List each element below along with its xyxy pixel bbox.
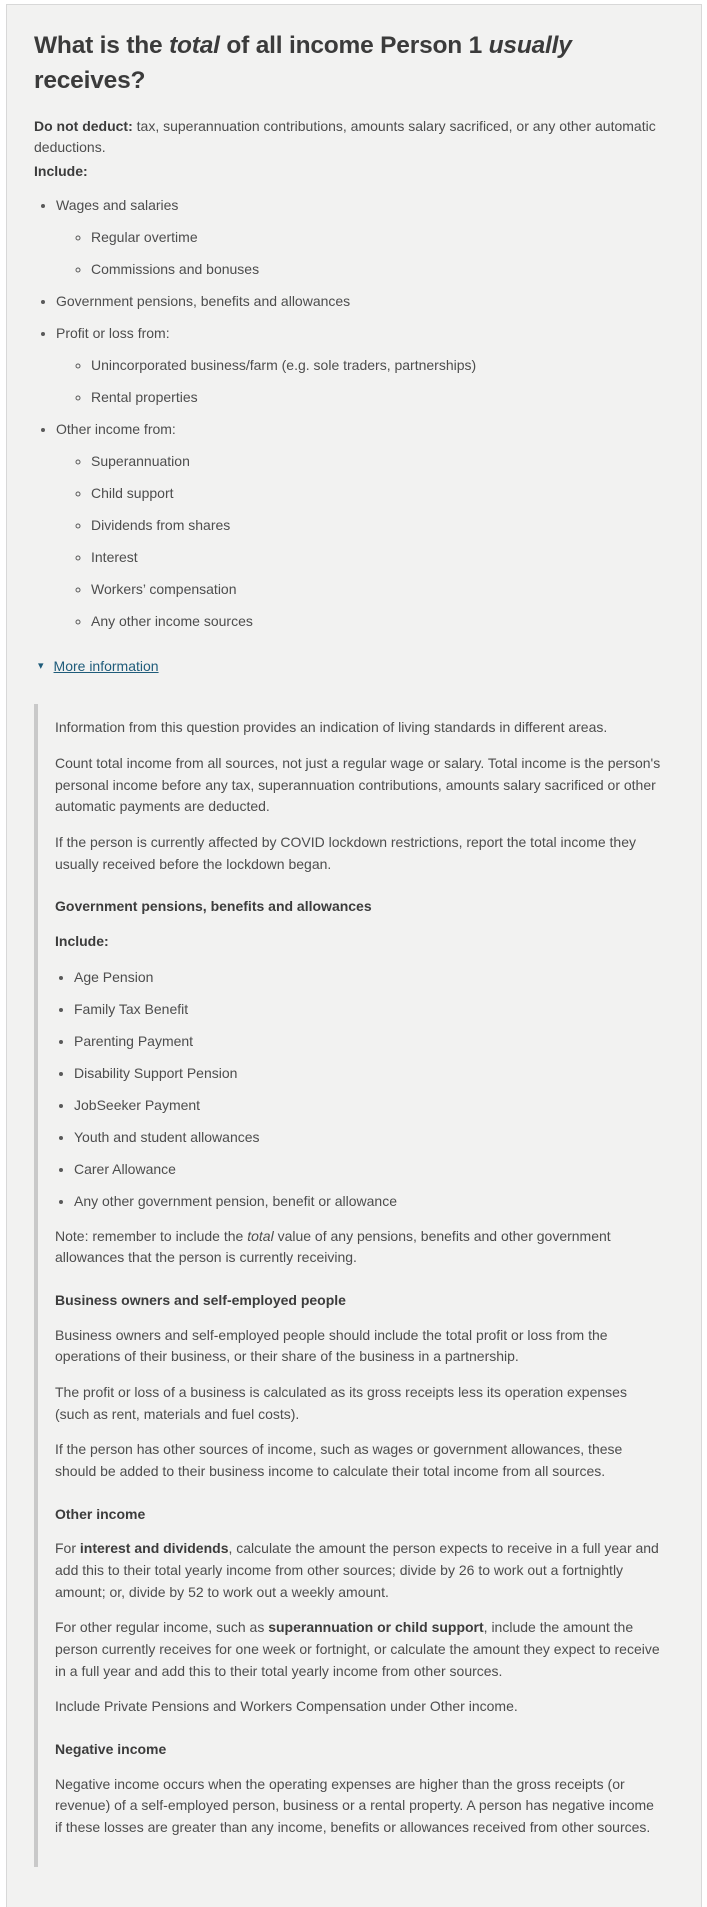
list-item — [56, 323, 673, 408]
include-list — [34, 195, 673, 632]
panel-paragraph: For interest and dividends, calculate the amount the person expects to receive in a full year and add this to their total yearly income from other sources; divide by 26 to work out a fortnightly amount; or, divide by 52 to work out a weekly amount. — [55, 1540, 659, 1600]
list-item-label: Wages and salaries — [56, 196, 179, 213]
panel-heading-other-income: Other income — [55, 1505, 146, 1522]
more-information-panel — [34, 704, 662, 1867]
list-item-label: Other income from: — [56, 420, 176, 437]
panel-note-paragraph: Note: remember to include the total value of any pensions, benefits and other government allowances that the person is currently receiving. — [55, 1227, 611, 1266]
panel-include-label: Include: — [55, 932, 109, 949]
sub-list-item: ◦ Commissions and bonuses — [91, 259, 673, 280]
list-item — [56, 419, 673, 632]
panel-paragraph: The profit or loss of a business is calculated as its gross receipts less its operation expenses (such as rent, materials and fuel costs). — [55, 1383, 627, 1422]
panel-heading-negative-income: Negative income — [55, 1741, 167, 1758]
sub-list — [56, 451, 673, 632]
do-not-deduct-label: Do not deduct: — [34, 117, 133, 134]
title-emphasis-usually: usually — [488, 32, 572, 59]
list-item — [56, 291, 673, 312]
list-item: • Age Pension — [74, 967, 662, 988]
panel-paragraph: If the person has other sources of income, such as wages or government allowances, these should be added to their business income to calculate their total income from all sources. — [55, 1441, 623, 1480]
note-emphasis-total: total — [247, 1227, 274, 1244]
list-item: • JobSeeker Payment — [74, 1095, 662, 1116]
panel-paragraph: Count total income from all sources, not just a regular wage or salary. Total income is the person's personal income before any tax, superannuation contributions, amounts salary sacrificed or other automatic payments are deducted. — [55, 754, 661, 815]
list-item-label: Government pensions, benefits and allowances — [56, 292, 351, 309]
bold-superannuation-or-child-support: superannuation or child support — [268, 1619, 484, 1636]
title-text: of all income Person 1 — [219, 32, 489, 59]
sub-list-item: ◦ Interest — [91, 547, 673, 568]
include-label: Include: — [34, 162, 88, 179]
do-not-deduct-paragraph — [34, 116, 673, 159]
question-card — [6, 4, 702, 1907]
list-item: • Carer Allowance — [74, 1159, 662, 1180]
panel-paragraph: Business owners and self-employed people should include the total profit or loss from the operations of their business, or their share of the business in a partnership. — [55, 1326, 608, 1365]
sub-list-item: ◦ Unincorporated business/farm (e.g. sole traders, partnerships) — [91, 355, 673, 376]
sub-list-item: ◦ Rental properties — [91, 387, 673, 408]
sub-list — [56, 355, 673, 408]
panel-paragraph: Negative income occurs when the operating expenses are higher than the gross receipts (or revenue) of a self-employed person, business or a rental property. A person has negative income if these losses are greater than any income, benefits or allowances received from other sources. — [55, 1775, 654, 1836]
list-item: • Disability Support Pension — [74, 1063, 662, 1084]
panel-paragraph: If the person is currently affected by COVID lockdown restrictions, report the total income they usually received before the lockdown began. — [55, 833, 637, 872]
sub-list — [56, 227, 673, 280]
list-item: • Any other government pension, benefit or allowance — [74, 1191, 662, 1212]
government-pensions-list — [55, 967, 662, 1212]
title-text: receives? — [34, 66, 146, 94]
list-item: • Family Tax Benefit — [74, 999, 662, 1020]
title-text: What is the — [34, 32, 170, 59]
sub-list-item: ◦ Regular overtime — [91, 227, 673, 248]
question-title — [34, 29, 654, 99]
caret-down-icon: ▾ — [38, 659, 44, 672]
sub-list-item: ◦ Any other income sources — [91, 611, 673, 632]
list-item — [56, 195, 673, 280]
bold-interest-and-dividends: interest and dividends — [79, 1540, 229, 1557]
panel-paragraph: Include Private Pensions and Workers Compensation under Other income. — [55, 1698, 518, 1715]
panel-heading-business-owners: Business owners and self-employed people — [55, 1292, 346, 1308]
list-item-label: Profit or loss from: — [56, 324, 170, 341]
title-emphasis-total: total — [169, 32, 220, 59]
sub-list-item: ◦ Dividends from shares — [91, 515, 673, 536]
more-information-link[interactable]: More information — [53, 657, 159, 674]
sub-list-item: ◦ Child support — [91, 483, 673, 504]
panel-paragraph: For other regular income, such as superannuation or child support, include the amount the person currently receives for one week or fortnight, or calculate the amount they expect to receive in a full year and add this to their total yearly income from other sources. — [55, 1619, 660, 1679]
more-information-toggle[interactable] — [34, 657, 673, 677]
panel-heading-government-pensions: Government pensions, benefits and allowances — [55, 898, 372, 915]
list-item: • Parenting Payment — [74, 1031, 662, 1052]
sub-list-item: ◦ Superannuation — [91, 451, 673, 472]
panel-paragraph: Information from this question provides an indication of living standards in different areas. — [55, 719, 608, 736]
list-item: • Youth and student allowances — [74, 1127, 662, 1148]
do-not-deduct-text: tax, superannuation contributions, amounts salary sacrificed, or any other automatic deductions. — [34, 117, 656, 156]
sub-list-item: ◦ Workers’ compensation — [91, 579, 673, 600]
